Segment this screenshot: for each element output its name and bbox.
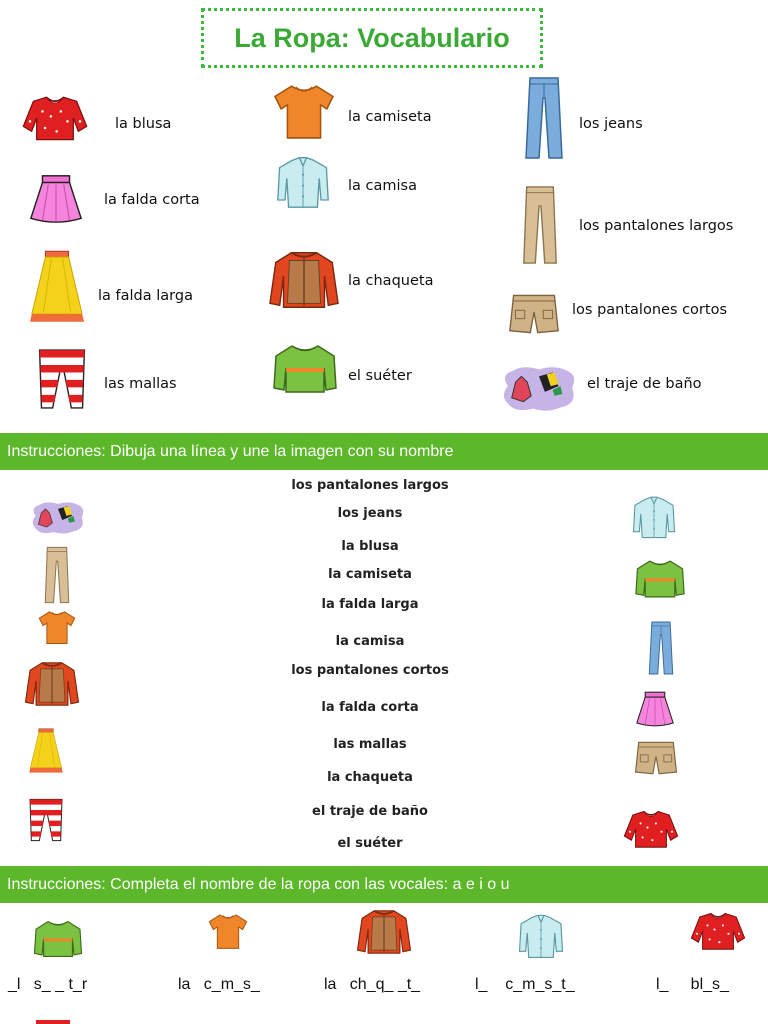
swimsuit-icon — [30, 500, 86, 536]
vocab-label: el suéter — [348, 368, 412, 384]
fill-in-word: l_ bl_s_ — [656, 976, 729, 993]
vocab-label: los pantalones largos — [579, 218, 734, 234]
jacket-icon — [268, 246, 340, 314]
match-word: los jeans — [337, 506, 403, 521]
match-word: el traje de baño — [312, 804, 428, 819]
match-word: la blusa — [341, 539, 399, 554]
short-skirt-icon — [632, 688, 678, 730]
instructions-match-banner: Instrucciones: Dibuja una línea y une la imagen con su nombre — [0, 433, 768, 470]
tights-icon — [36, 1020, 70, 1024]
vocab-label: la camisa — [348, 178, 417, 194]
match-word: la chaqueta — [327, 770, 413, 785]
tshirt-icon — [38, 608, 76, 646]
vocab-label: el traje de baño — [587, 376, 702, 392]
page-title: La Ropa: Vocabulario — [234, 22, 510, 53]
shirt-icon — [632, 490, 676, 544]
shorts-icon — [634, 738, 678, 778]
sweater-icon — [33, 918, 83, 960]
match-word: la falda corta — [321, 700, 419, 715]
blouse-icon — [686, 910, 750, 952]
fill-in-word: la c_m_s_ — [178, 976, 260, 993]
jeans-icon — [648, 620, 674, 676]
vocab-label: la camiseta — [348, 109, 432, 125]
match-word: la falda larga — [321, 597, 419, 612]
swimsuit-icon — [500, 364, 578, 414]
fill-in-word: _l s_ _ t_r — [8, 976, 88, 993]
shirt-icon — [276, 152, 330, 212]
fill-in-word: l_ c_m_s_t_ — [475, 976, 575, 993]
match-word: el suéter — [337, 836, 403, 851]
tshirt-icon — [272, 82, 336, 140]
jacket-icon — [356, 906, 412, 958]
match-word: la camisa — [335, 634, 405, 649]
short-skirt-icon — [25, 170, 87, 228]
vocab-label: la falda larga — [98, 288, 193, 304]
jeans-icon — [524, 76, 564, 160]
instructions-vowels-banner: Instrucciones: Completa el nombre de la ropa con las vocales: a e i o u — [0, 866, 768, 903]
vocab-label: los jeans — [579, 116, 643, 132]
long-pants-icon — [520, 185, 560, 265]
match-word: los pantalones largos — [291, 478, 449, 493]
sweater-icon — [634, 558, 686, 600]
vocab-label: la blusa — [115, 116, 172, 132]
long-skirt-icon — [28, 248, 86, 326]
long-pants-icon — [42, 546, 72, 604]
tights-icon — [34, 345, 90, 413]
shirt-icon — [518, 910, 564, 962]
fill-in-word: la ch_q_ _t_ — [324, 976, 421, 993]
tshirt-icon — [208, 912, 248, 950]
match-word: los pantalones cortos — [291, 663, 449, 678]
tights-icon — [26, 794, 66, 846]
match-word: la camiseta — [328, 567, 412, 582]
vocab-label: la falda corta — [104, 192, 200, 208]
jacket-icon — [24, 658, 80, 710]
match-word: las mallas — [333, 737, 407, 752]
vocab-label: la chaqueta — [348, 273, 434, 289]
blouse-icon — [620, 808, 682, 850]
title-box — [201, 8, 543, 68]
blouse-icon — [18, 93, 92, 143]
sweater-icon — [272, 342, 338, 396]
vocab-label: las mallas — [104, 376, 177, 392]
shorts-icon — [508, 290, 560, 338]
vocab-label: los pantalones cortos — [572, 302, 728, 318]
long-skirt-icon — [28, 726, 64, 776]
